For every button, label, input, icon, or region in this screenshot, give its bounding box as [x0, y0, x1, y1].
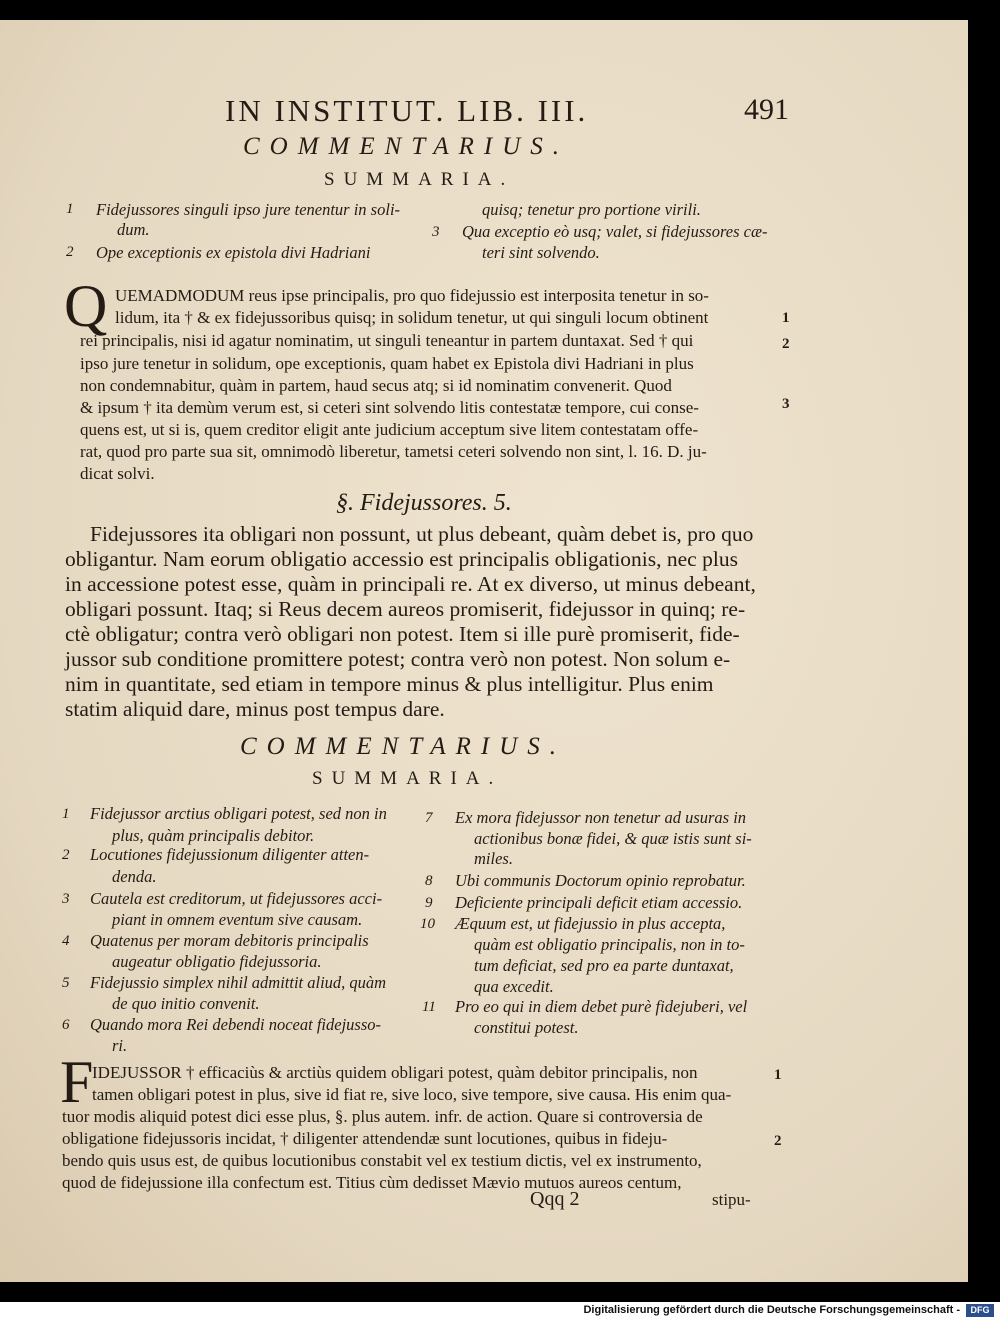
commentary-title: COMMENTARIUS. — [240, 733, 567, 760]
body-line: quod de fidejussione illa confectum est. Titius cùm dedisset Mævio mutuos aureos centum, — [62, 1173, 682, 1192]
summary-item: Fidejussor arctius obligari potest, sed non in — [90, 804, 387, 823]
body-line: rat, quod pro parte sua sit, omnimodò liberetur, tametsi ceteri solvendo non sint, l. 16. D. ju- — [80, 442, 707, 461]
summary-item: Fidejussio simplex nihil admittit aliud, quàm — [90, 973, 387, 992]
summary-item: Qua exceptio eò usq; valet, si fidejussores cæ- — [462, 222, 768, 241]
body-line: tuor modis aliquid potest dici esse plus, §. plus autem. infr. de action. Quare si controversia de — [62, 1107, 703, 1126]
margin-number: 3 — [782, 396, 790, 412]
summary-item: dum. — [117, 220, 150, 239]
summary-number: 3 — [62, 891, 70, 907]
summary-item: Æquum est, ut fidejussio in plus accepta, — [455, 914, 726, 933]
section-heading: §. Fidejussores. 5. — [336, 490, 512, 516]
summary-number: 6 — [62, 1017, 70, 1033]
section-line: statim aliquid dare, minus post tempus dare. — [65, 697, 445, 721]
summary-item: Locutiones fidejussionum diligenter atten- — [90, 845, 370, 864]
section-line: ctè obligatur; contra verò obligari non potest. Item si ille purè promiserit, fide- — [65, 622, 740, 646]
summary-item: Cautela est creditorum, ut fidejussores acci- — [90, 889, 383, 908]
margin-number: 2 — [774, 1133, 782, 1149]
body-line: & ipsum † ita demùm verum est, si ceteri sint solvendo litis contestatæ tempore, cui conse- — [80, 398, 699, 417]
body-line: obligatione fidejussoris incidat, † diligenter attendendæ sunt locutiones, quibus in fideju- — [62, 1129, 668, 1148]
summary-number: 10 — [420, 916, 435, 932]
summary-item: Ope exceptionis ex epistola divi Hadriani — [96, 243, 371, 262]
body-line: rei principalis, nisi id agatur nominatim, ut singuli teneantur in partem duntaxat. Sed † qui — [80, 331, 694, 350]
body-line: lidum, ita † & ex fidejussoribus quisq; in solidum tenetur, ut qui singuli locum obtinent — [115, 308, 709, 327]
summary-number: 2 — [62, 847, 70, 863]
summary-number: 9 — [425, 895, 433, 911]
summary-number: 1 — [62, 806, 70, 822]
summary-number: 2 — [66, 244, 74, 260]
summary-item: quàm est obligatio principalis, non in to- — [474, 935, 745, 954]
summary-number: 3 — [432, 224, 440, 240]
summaria-heading: SUMMARIA. — [324, 169, 515, 190]
summary-item: Quatenus per moram debitoris principalis — [90, 931, 369, 950]
summary-item: denda. — [112, 867, 157, 886]
summary-item: Fidejussores singuli ipso jure tenentur in soli- — [96, 200, 401, 219]
body-line: UEMADMODUM reus ipse principalis, pro quo fidejussio est interposita tenetur in so- — [115, 286, 709, 305]
digitization-note: Digitalisierung gefördert durch die Deutsche Forschungsgemeinschaft - — [583, 1304, 960, 1316]
running-head: IN INSTITUT. LIB. III. — [225, 93, 589, 128]
body-line: non condemnabitur, quàm in partem, haud secus atq; si id nominatim convenerit. Quod — [80, 376, 672, 395]
summary-item: teri sint solvendo. — [482, 243, 600, 262]
body-line: ipso jure tenetur in solidum, ope exceptionis, quam habet ex Epistola divi Hadriani in plus — [80, 354, 694, 373]
summary-item: Deficiente principali deficit etiam accessio. — [455, 893, 743, 912]
signature-mark: Qqq 2 — [530, 1188, 580, 1210]
summary-item: augeatur obligatio fidejussoria. — [112, 952, 322, 971]
summaria-heading: SUMMARIA. — [312, 768, 503, 789]
summary-item: Ex mora fidejussor non tenetur ad usuras in — [455, 808, 747, 827]
summary-item: Ubi communis Doctorum opinio reprobatur. — [455, 871, 746, 890]
section-line: obligantur. Nam eorum obligatio accessio est principalis obligationis, nec plus — [65, 547, 738, 571]
body-line: dicat solvi. — [80, 464, 155, 483]
margin-number: 1 — [782, 310, 790, 326]
body-line: tamen obligari potest in plus, sive id fiat re, sive loco, sive tempore, sive causa. His enim qua- — [92, 1085, 732, 1104]
summary-item: qua excedit. — [474, 977, 554, 996]
summary-number: 1 — [66, 201, 74, 217]
summary-item: Quando mora Rei debendi noceat fidejusso- — [90, 1015, 381, 1034]
summary-number: 11 — [422, 999, 436, 1015]
book-page — [0, 20, 968, 1282]
summary-number: 7 — [425, 810, 433, 826]
dfg-logo-icon: DFG — [966, 1304, 994, 1317]
section-line: jussor sub conditione promittere potest; contra verò non potest. Non solum e- — [65, 647, 731, 671]
drop-cap: Q — [64, 273, 108, 339]
summary-item: piant in omnem eventum sive causam. — [112, 910, 363, 929]
drop-cap: F — [60, 1049, 94, 1115]
summary-item: Pro eo qui in diem debet purè fidejuberi, vel — [455, 997, 748, 1016]
summary-item: constitui potest. — [474, 1018, 579, 1037]
summary-item: de quo initio convenit. — [112, 994, 260, 1013]
summary-item: tum deficiat, sed pro ea parte duntaxat, — [474, 956, 734, 975]
margin-number: 2 — [782, 336, 790, 352]
page-number: 491 — [744, 93, 789, 126]
catchword: stipu- — [712, 1190, 751, 1209]
summary-item: actionibus bonæ fidei, & quæ istis sunt si- — [474, 829, 752, 848]
summary-item: plus, quàm principalis debitor. — [112, 826, 315, 845]
summary-number: 4 — [62, 933, 70, 949]
body-line: bendo quis usus est, de quibus locutionibus constabit vel ex testium dictis, vel ex instrumento, — [62, 1151, 702, 1170]
body-line: quens est, ut si is, quem creditor eligit ante judicium acceptum sive litem contestatam offe- — [80, 420, 699, 439]
margin-number: 1 — [774, 1067, 782, 1083]
summary-item: quisq; tenetur pro portione virili. — [482, 200, 701, 219]
summary-number: 5 — [62, 975, 70, 991]
commentary-title: COMMENTARIUS. — [243, 133, 570, 160]
digitization-bar — [0, 1302, 1000, 1320]
section-line: nim in quantitate, sed etiam in tempore minus & plus intelligitur. Plus enim — [65, 672, 714, 696]
section-line: in accessione potest esse, quàm in principali re. At ex diverso, ut minus debeant, — [65, 572, 756, 596]
summary-item: ri. — [112, 1036, 128, 1055]
section-line: Fidejussores ita obligari non possunt, ut plus debeant, quàm debet is, pro quo — [90, 522, 754, 546]
summary-item: miles. — [474, 849, 513, 868]
summary-number: 8 — [425, 873, 433, 889]
body-line: IDEJUSSOR † efficaciùs & arctiùs quidem obligari potest, quàm debitor principalis, non — [92, 1063, 698, 1082]
section-line: obligari possunt. Itaq; si Reus decem aureos promiserit, fidejussor in quinq; re- — [65, 597, 746, 621]
